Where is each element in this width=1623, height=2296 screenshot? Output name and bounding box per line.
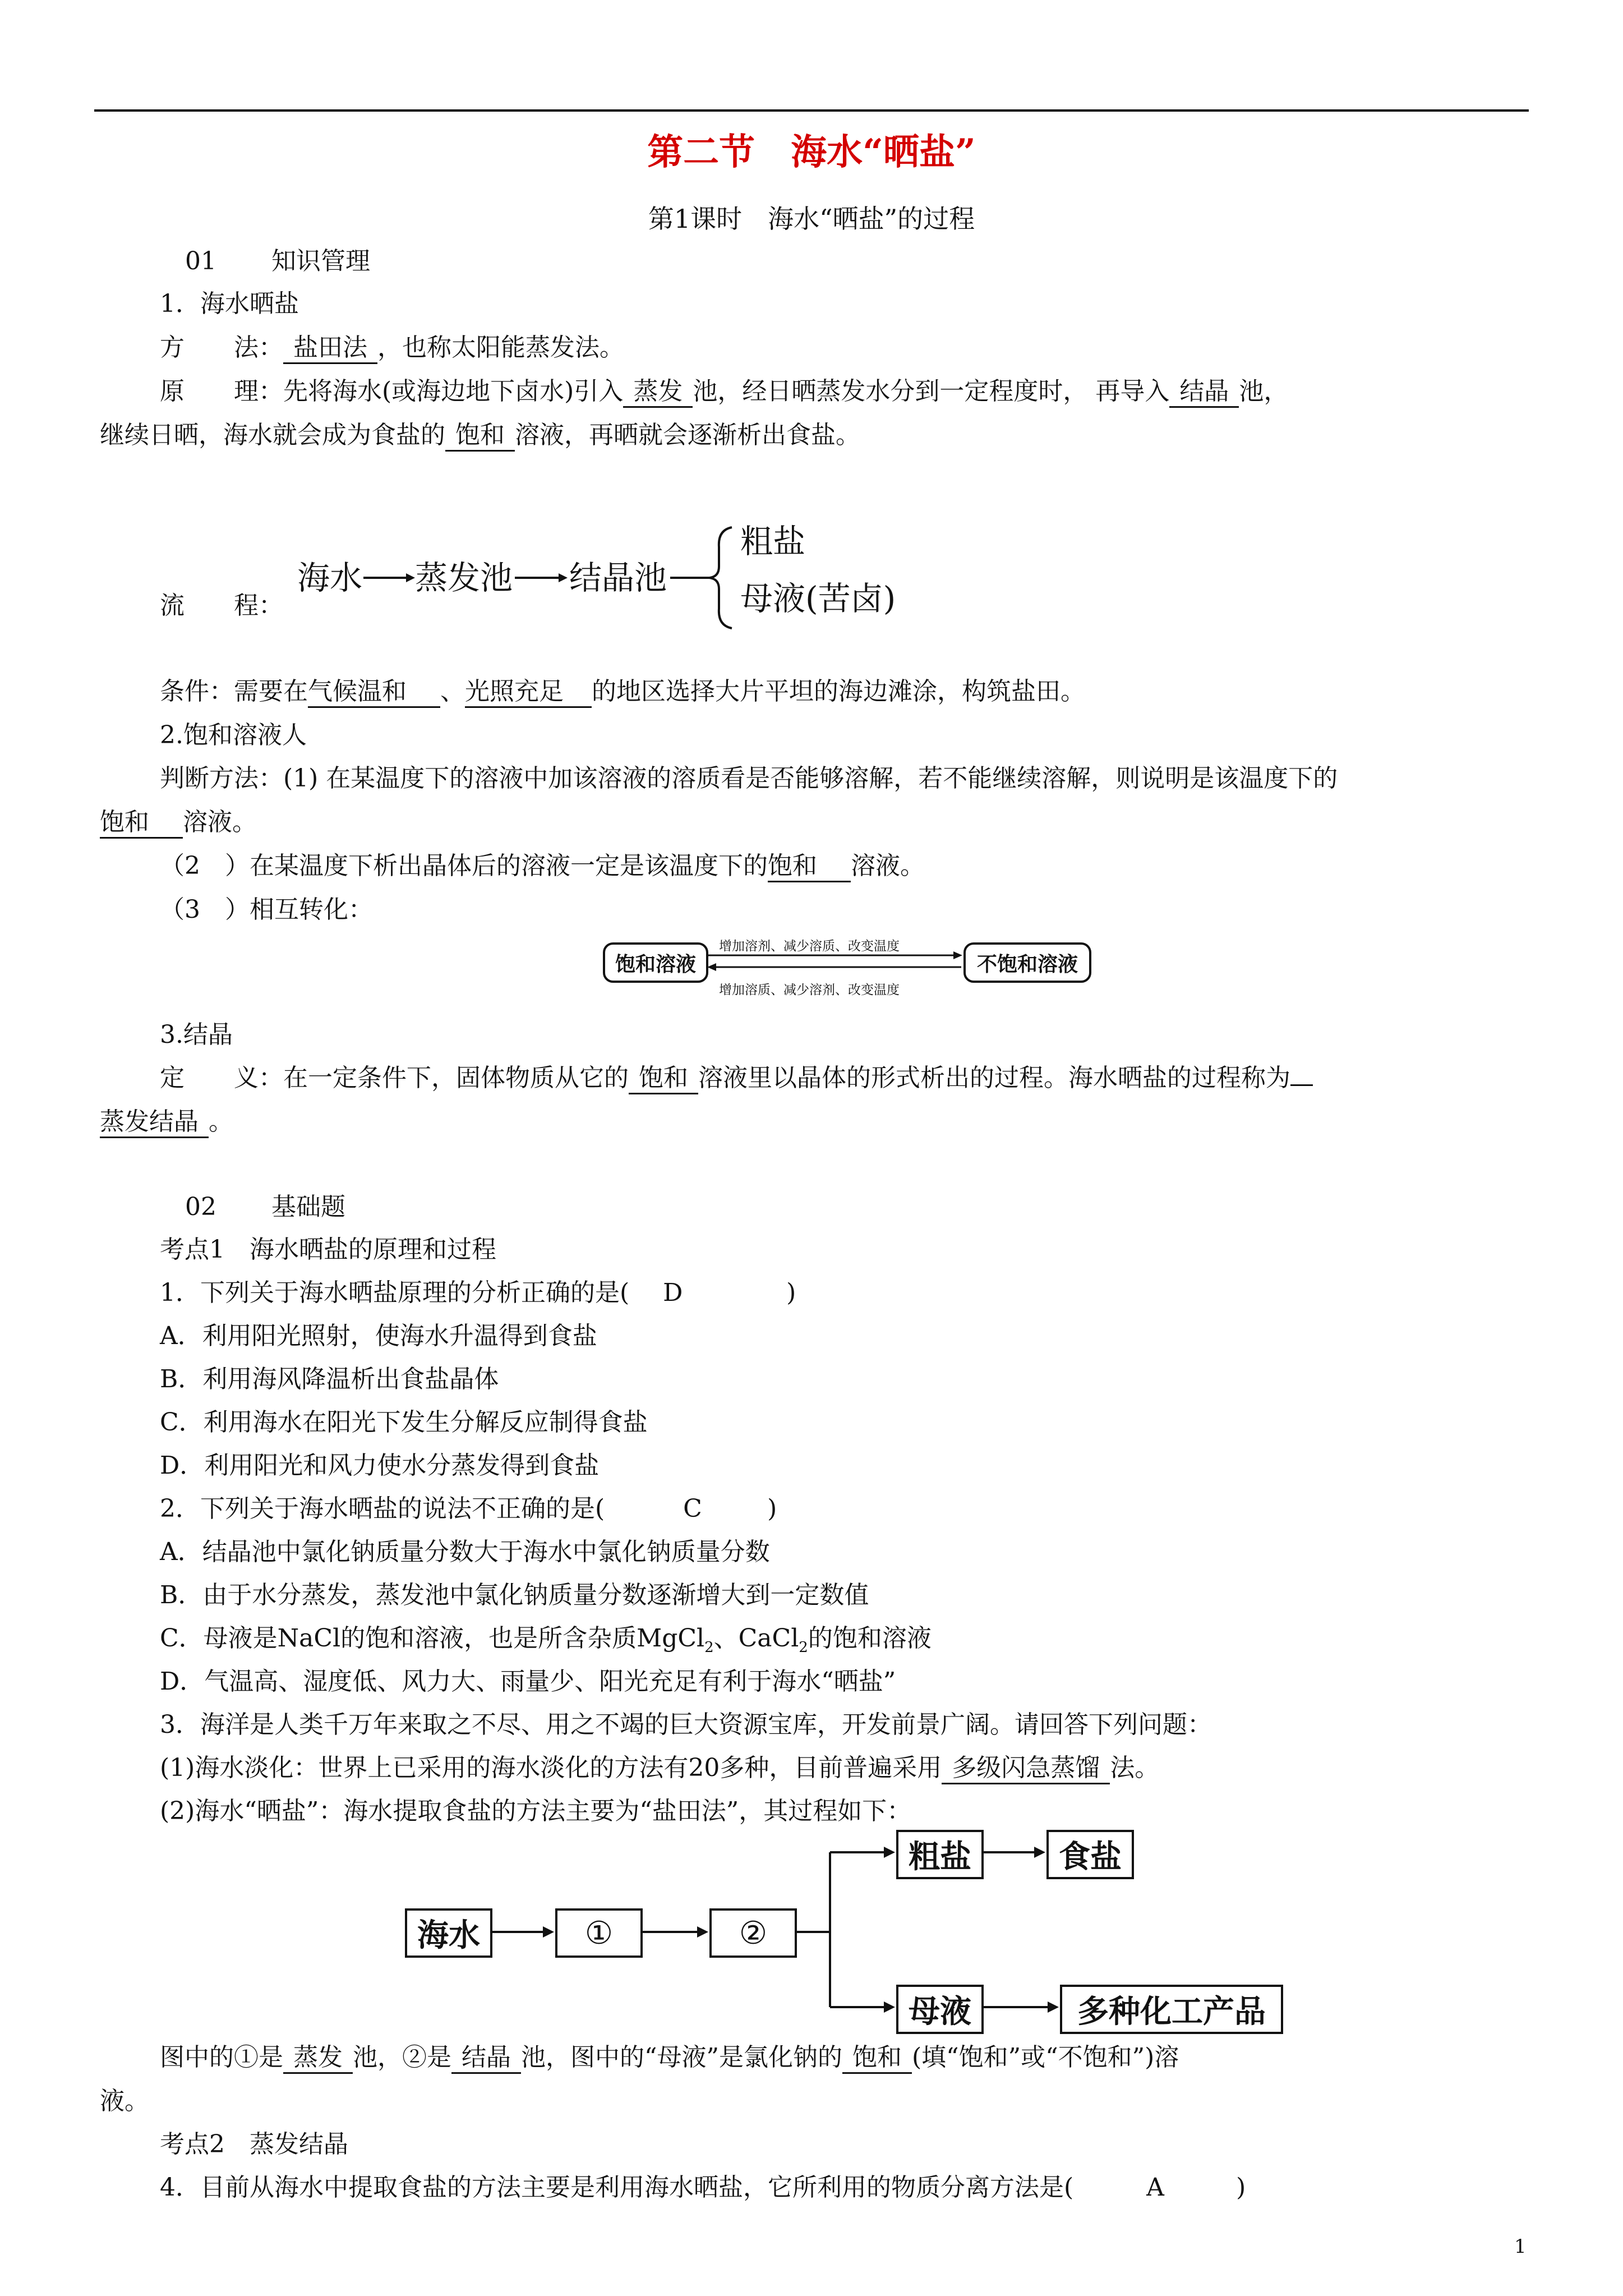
page-number: 1 xyxy=(1514,2235,1527,2258)
flow-crude-salt: 粗盐 xyxy=(740,522,806,560)
answer-text: (填“饱和”或“不饱和”)溶 xyxy=(912,2043,1179,2072)
answer-blank: 饱和 xyxy=(445,421,515,452)
principle-text: 溶液，再晒就会逐渐析出食盐。 xyxy=(515,421,860,449)
answer-blank: 结晶 xyxy=(451,2043,521,2074)
answer-blank: 蒸发结晶 xyxy=(100,1107,209,1138)
principle-text: 池， xyxy=(1239,377,1289,406)
q1-option-a: A．利用阳光照射，使海水升温得到食盐 xyxy=(160,1322,597,1350)
flow-evaporation-pond: 蒸发池 xyxy=(415,559,513,597)
condition-text: 条件：需要在 xyxy=(160,677,308,706)
principle-text: 继续日晒，海水就会成为食盐的 xyxy=(100,421,445,449)
answer-text: 图中的①是 xyxy=(160,2043,283,2072)
definition-text: 。 xyxy=(209,1107,233,1136)
question-close: ) xyxy=(786,1278,796,1307)
method-label: 方 法： xyxy=(160,333,283,362)
section-number: 01 xyxy=(185,247,216,275)
flow-box-step2: ② xyxy=(709,1908,797,1958)
principle-text: 原 理：先将海水(或海边地下卤水)引入 xyxy=(160,377,624,406)
flow-seawater: 海水 xyxy=(297,559,363,597)
option-text: C．母液是NaCl的饱和溶液，也是所含杂质MgCl xyxy=(160,1624,705,1653)
definition-text: 溶液里以晶体的形式析出的过程。海水晒盐的过程称为 xyxy=(698,1064,1290,1092)
flow-box-chemical-products: 多种化工产品 xyxy=(1060,1985,1283,2034)
k3-heading: 3.结晶 xyxy=(160,1020,233,1049)
answer-blank: 气候温和 xyxy=(308,677,440,708)
question-stem: 1．下列关于海水晒盐原理的分析正确的是( xyxy=(160,1278,630,1307)
flow-box-table-salt: 食盐 xyxy=(1046,1830,1134,1879)
part-text: 法。 xyxy=(1110,1754,1160,1782)
flow-box-step1: ① xyxy=(555,1908,643,1958)
answer-blank: 多级闪急蒸馏 xyxy=(942,1754,1110,1784)
condition-text: 、 xyxy=(440,677,465,706)
q3-answer-line2: 液。 xyxy=(100,2087,149,2115)
q2-option-b: B．由于水分蒸发，蒸发池中氯化钠质量分数逐渐增大到一定数值 xyxy=(160,1581,869,1609)
k2-item3: （3 ）相互转化： xyxy=(160,895,373,924)
flow-crystallization-pond: 结晶池 xyxy=(569,559,667,597)
section-number: 02 xyxy=(185,1193,216,1221)
principle-text: 池，经日晒蒸发水分到一定程度时， 再导入 xyxy=(693,377,1170,406)
conversion-top-label: 增加溶剂、减少溶质、改变温度 xyxy=(719,939,900,954)
answer-choice: D xyxy=(663,1278,683,1307)
item2-text: 溶液。 xyxy=(851,852,925,880)
answer-text: 池，②是 xyxy=(353,2043,451,2072)
question-stem: 4．目前从海水中提取食盐的方法主要是利用海水晒盐，它所利用的物质分离方法是( xyxy=(160,2173,1074,2202)
flow-label: 流 程： xyxy=(160,591,283,620)
page-title: 第二节 海水“晒盐” xyxy=(647,131,976,173)
answer-text: 池，图中的“母液”是氯化钠的 xyxy=(521,2043,842,2072)
option-text: 的饱和溶液 xyxy=(808,1624,932,1653)
section-name: 基础题 xyxy=(271,1193,345,1221)
q3-answer-line xyxy=(160,2041,1179,2074)
key-point-1: 考点1 海水晒盐的原理和过程 xyxy=(160,1235,496,1264)
item2-text: （2 ）在某温度下析出晶体后的溶液一定是该温度下的 xyxy=(160,852,768,880)
q1-option-b: B．利用海风降温析出食盐晶体 xyxy=(160,1365,499,1393)
section-name: 知识管理 xyxy=(271,247,370,275)
k2-judge-line: 判断方法：(1) 在某温度下的溶液中加该溶液的溶质看是否能够溶解，若不能继续溶解，则说明是该温度下的 xyxy=(160,764,1338,793)
key-point-2: 考点2 蒸发结晶 xyxy=(160,2130,348,2159)
answer-blank: 光照充足 xyxy=(465,677,592,708)
answer-blank: 饱和 xyxy=(842,2043,912,2074)
flow-box-seawater: 海水 xyxy=(405,1908,492,1958)
question-close: ) xyxy=(1236,2173,1246,2202)
condition-text: 的地区选择大片平坦的海边滩涂，构筑盐田。 xyxy=(592,677,1085,706)
flow-mother-liquor: 母液(苦卤) xyxy=(740,579,896,618)
question-3: 3．海洋是人类千万年来取之不尽、用之不竭的巨大资源宝库，开发前景广阔。请回答下列问题： xyxy=(160,1710,1212,1739)
q1-option-c: C．利用海水在阳光下发生分解反应制得食盐 xyxy=(160,1408,648,1437)
subscript: 2 xyxy=(704,1639,714,1656)
part-text: (1)海水淡化：世界上已采用的海水淡化的方法有20多种，目前普遍采用 xyxy=(160,1754,942,1782)
judge-text: 溶液。 xyxy=(183,808,257,836)
lesson-subtitle: 第1课时 海水“晒盐”的过程 xyxy=(648,204,975,234)
flow-box-crude-salt: 粗盐 xyxy=(896,1830,984,1879)
answer-blank: 饱和 xyxy=(768,852,851,882)
q3-part-2: (2)海水“晒盐”：海水提取食盐的方法主要为“盐田法”，其过程如下： xyxy=(160,1797,912,1825)
q2-option-d: D．气温高、湿度低、风力大、雨量少、阳光充足有利于海水“晒盐” xyxy=(160,1667,896,1696)
method-rest: ，也称太阳能蒸发法。 xyxy=(377,333,624,362)
answer-choice: C xyxy=(683,1494,702,1523)
question-stem: 2．下列关于海水晒盐的说法不正确的是( xyxy=(160,1494,605,1523)
definition-text: 定 义：在一定条件下，固体物质从它的 xyxy=(160,1064,629,1092)
answer-blank: 蒸发 xyxy=(283,2043,353,2074)
question-close: ) xyxy=(767,1494,777,1523)
unsaturated-solution-box: 不饱和溶液 xyxy=(963,942,1091,983)
answer-blank: 结晶 xyxy=(1169,377,1239,408)
q1-option-d: D．利用阳光和风力使水分蒸发得到食盐 xyxy=(160,1451,600,1480)
answer-blank: 蒸发 xyxy=(623,377,693,408)
conversion-bottom-label: 增加溶质、减少溶剂、改变温度 xyxy=(719,983,900,997)
k2-heading: 2.饱和溶液人 xyxy=(160,721,307,749)
flow-box-mother-liquor: 母液 xyxy=(896,1985,984,2034)
option-text: 、CaCl xyxy=(713,1624,799,1653)
question-4 xyxy=(160,2171,1246,2205)
subscript: 2 xyxy=(799,1639,808,1656)
q2-option-a: A．结晶池中氯化钠质量分数大于海水中氯化钠质量分数 xyxy=(160,1538,770,1566)
saturated-solution-box: 饱和溶液 xyxy=(603,942,708,983)
answer-choice: A xyxy=(1146,2173,1164,2202)
answer-blank: 饱和 xyxy=(629,1064,698,1094)
answer-blank: 盐田法 xyxy=(283,333,377,364)
answer-blank: 饱和 xyxy=(100,808,183,839)
k1-heading: 1．海水晒盐 xyxy=(160,289,299,318)
